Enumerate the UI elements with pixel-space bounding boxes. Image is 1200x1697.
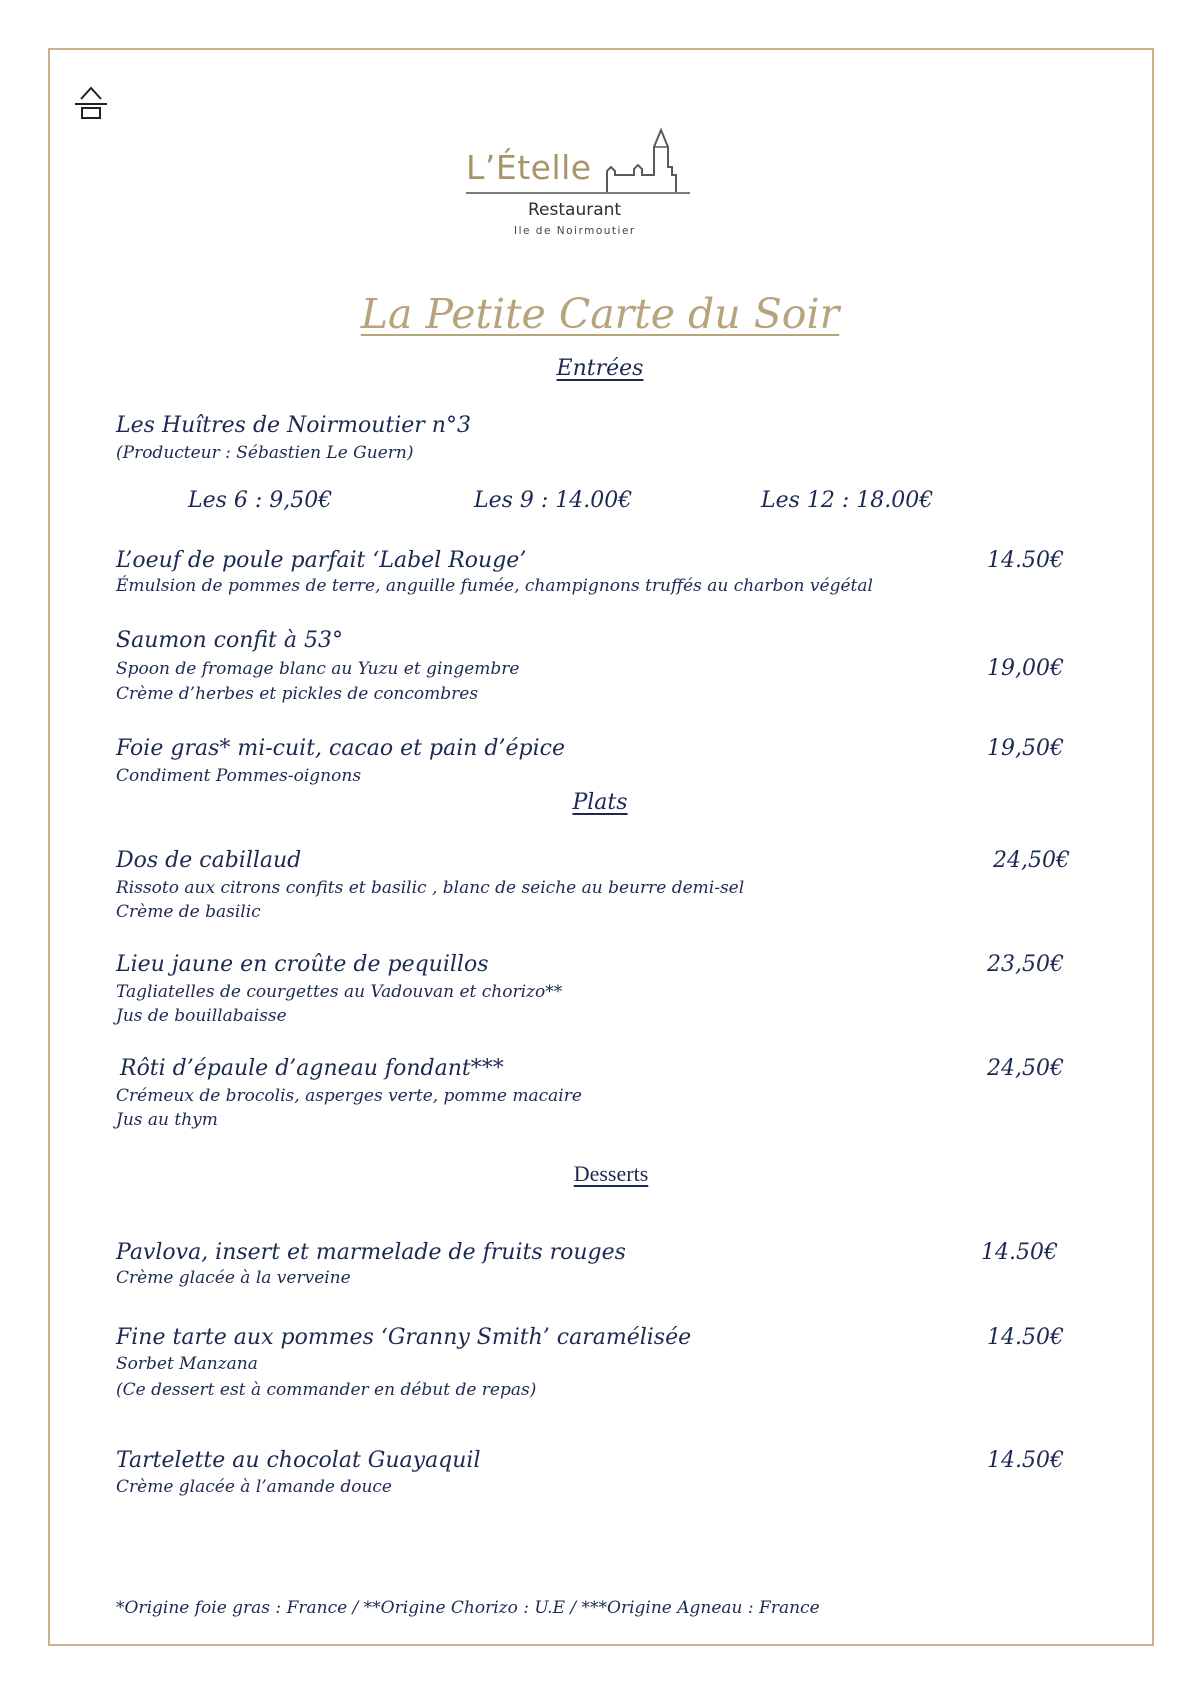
logo-restaurant-name: L’Ételle xyxy=(466,148,592,187)
item-oeuf-name: L’oeuf de poule parfait ‘Label Rouge’ xyxy=(116,548,527,573)
item-huitres-producer: (Producteur : Sébastien Le Guern) xyxy=(116,443,414,463)
huitres-option-9: Les 9 : 14.00€ xyxy=(474,488,633,513)
item-pavlova-price: 14.50€ xyxy=(981,1240,1058,1265)
restaurant-logo xyxy=(466,120,706,250)
item-tartelette-price: 14.50€ xyxy=(987,1448,1064,1473)
item-tarte-pommes-desc-2: (Ce dessert est à commander en début de repas) xyxy=(116,1380,537,1400)
item-huitres-name: Les Huîtres de Noirmoutier n°3 xyxy=(116,413,471,438)
house-outline-icon xyxy=(74,84,108,120)
item-oeuf-desc-1: Émulsion de pommes de terre, anguille fumée, champignons truffés au charbon végétal xyxy=(116,576,873,596)
item-saumon-desc-2: Crème d’herbes et pickles de concombres xyxy=(116,684,479,704)
logo-location: Ile de Noirmoutier xyxy=(514,225,636,237)
page-border xyxy=(48,48,1154,1646)
item-agneau-price: 24,50€ xyxy=(987,1056,1064,1081)
item-tartelette-desc-1: Crème glacée à l’amande douce xyxy=(116,1477,392,1497)
item-cabillaud-price: 24,50€ xyxy=(993,848,1070,873)
item-lieu-jaune-desc-1: Tagliatelles de courgettes au Vadouvan et chorizo** xyxy=(116,982,563,1002)
item-saumon-price: 19,00€ xyxy=(987,656,1064,681)
huitres-option-12: Les 12 : 18.00€ xyxy=(761,488,934,513)
menu-title: La Petite Carte du Soir xyxy=(360,290,840,338)
item-oeuf-price: 14.50€ xyxy=(987,548,1064,573)
item-tarte-pommes-price: 14.50€ xyxy=(987,1325,1064,1350)
item-foie-gras-desc-1: Condiment Pommes-oignons xyxy=(116,766,362,786)
item-agneau-name: Rôti d’épaule d’agneau fondant*** xyxy=(120,1056,504,1081)
logo-restaurant-label: Restaurant xyxy=(528,200,622,220)
item-cabillaud-desc-1: Rissoto aux citrons confits et basilic , blanc de seiche au beurre demi-sel xyxy=(116,878,745,898)
item-foie-gras-name: Foie gras* mi-cuit, cacao et pain d’épice xyxy=(116,736,565,761)
section-desserts: Desserts xyxy=(573,1161,649,1186)
item-agneau-desc-1: Crémeux de brocolis, asperges verte, pomme macaire xyxy=(116,1086,582,1106)
item-lieu-jaune-name: Lieu jaune en croûte de pequillos xyxy=(116,952,489,977)
item-saumon-name: Saumon confit à 53° xyxy=(116,628,343,653)
item-foie-gras-price: 19,50€ xyxy=(987,736,1064,761)
item-saumon-desc-1: Spoon de fromage blanc au Yuzu et gingembre xyxy=(116,659,520,679)
item-tarte-pommes-desc-1: Sorbet Manzana xyxy=(116,1354,258,1374)
item-lieu-jaune-desc-2: Jus de bouillabaisse xyxy=(116,1006,287,1026)
castle-outline-icon xyxy=(606,125,692,195)
item-tartelette-name: Tartelette au chocolat Guayaquil xyxy=(116,1448,481,1473)
origins-footnote: *Origine foie gras : France / **Origine Chorizo : U.E / ***Origine Agneau : France xyxy=(116,1598,820,1618)
item-cabillaud-desc-2: Crème de basilic xyxy=(116,902,261,922)
item-agneau-desc-2: Jus au thym xyxy=(116,1110,218,1130)
huitres-option-6: Les 6 : 9,50€ xyxy=(188,488,333,513)
logo-underline xyxy=(466,192,690,194)
item-cabillaud-name: Dos de cabillaud xyxy=(116,848,302,873)
item-tarte-pommes-name: Fine tarte aux pommes ‘Granny Smith’ caramélisée xyxy=(116,1325,692,1350)
section-plats: Plats xyxy=(572,790,628,815)
item-pavlova-name: Pavlova, insert et marmelade de fruits rouges xyxy=(116,1240,626,1265)
item-lieu-jaune-price: 23,50€ xyxy=(987,952,1064,977)
item-pavlova-desc-1: Crème glacée à la verveine xyxy=(116,1268,351,1288)
section-entrees: Entrées xyxy=(556,356,644,381)
